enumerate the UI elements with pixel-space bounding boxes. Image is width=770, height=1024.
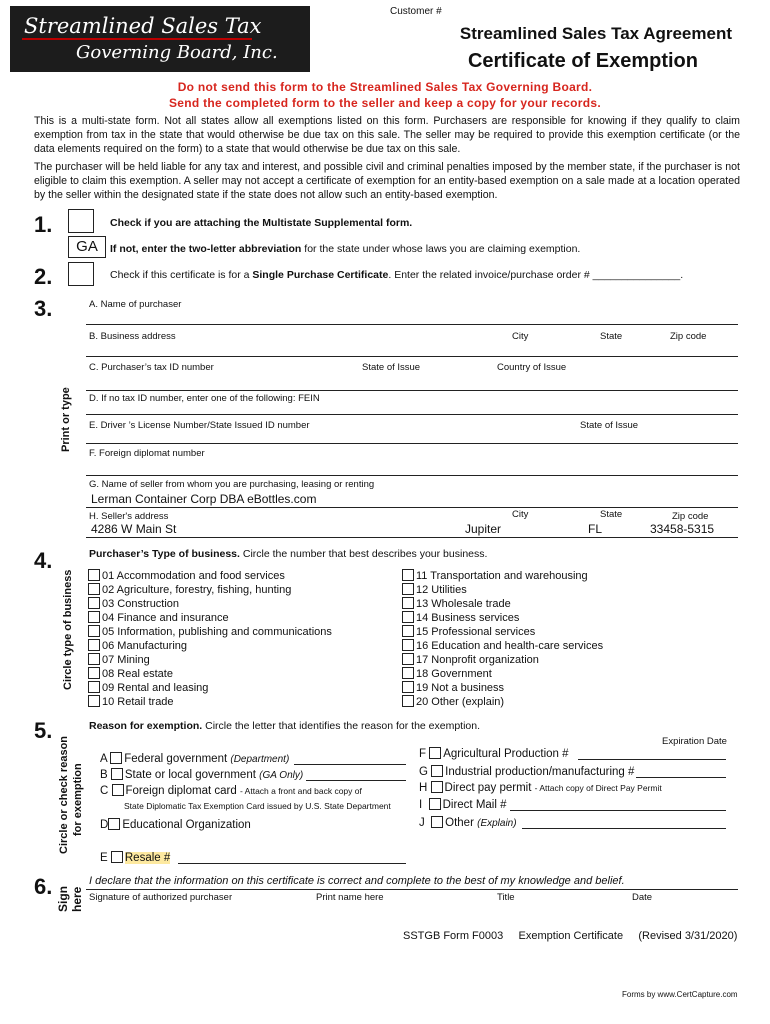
business-type-item[interactable] [402, 611, 603, 625]
warning-line-2: Send the completed form to the seller and keep a copy for your records. [168, 96, 602, 110]
business-address-line[interactable] [86, 356, 738, 357]
declaration-text: I declare that the information on this certificate is correct and complete to the best of my knowledge and belief. [89, 875, 625, 887]
business-type-list-right [402, 569, 603, 709]
section-2-number: 2. [34, 264, 53, 289]
business-type-item[interactable] [88, 625, 332, 639]
tax-id-state-label: State of Issue [362, 362, 421, 373]
business-type-checkbox[interactable] [402, 681, 414, 693]
business-type-item[interactable] [88, 681, 332, 695]
business-type-item[interactable] [402, 653, 603, 667]
multistate-supplemental-label: Check if you are attaching the Multistate Supplemental form. [110, 217, 413, 229]
circle-type-of-business-label: Circle type of business [62, 569, 74, 690]
business-type-item[interactable] [402, 681, 603, 695]
seller-city-value[interactable]: Jupiter [465, 522, 502, 536]
single-purchase-checkbox[interactable] [68, 262, 94, 286]
multistate-supplemental-checkbox[interactable] [68, 209, 94, 233]
seller-name-label: G. Name of seller from whom you are purchasing, leasing or renting [89, 479, 375, 490]
business-type-label: 08 Real estate [102, 668, 173, 680]
section-6-number: 6. [34, 874, 53, 899]
reason-a[interactable]: A Federal government (Department) [100, 753, 290, 765]
business-type-label: 14 Business services [416, 612, 520, 624]
seller-name-value[interactable]: Lerman Container Corp DBA eBottles.com [91, 492, 317, 506]
business-type-checkbox[interactable] [88, 625, 100, 637]
here-label: here [70, 886, 84, 912]
expiration-date-label: Expiration Date [662, 736, 727, 747]
resale-line[interactable] [178, 863, 406, 864]
form-title-agreement: Streamlined Sales Tax Agreement [459, 24, 732, 43]
reason-g-checkbox[interactable] [431, 765, 443, 777]
reason-c-checkbox[interactable] [112, 784, 124, 796]
forms-by-credit: Forms by www.CertCapture.com [622, 990, 738, 999]
business-type-label: 15 Professional services [416, 626, 536, 638]
business-type-item[interactable] [402, 625, 603, 639]
business-type-checkbox[interactable] [402, 667, 414, 679]
business-type-label: 10 Retail trade [102, 696, 174, 708]
seller-address-line [86, 537, 738, 538]
business-type-label: 16 Education and health-care services [416, 640, 604, 652]
business-type-label: 04 Finance and insurance [102, 612, 229, 624]
logo-line-1: Streamlined Sales Tax [24, 14, 262, 38]
business-type-checkbox[interactable] [88, 597, 100, 609]
signature-line[interactable] [86, 889, 738, 890]
state-abbreviation-field[interactable]: GA [68, 236, 106, 258]
business-type-checkbox[interactable] [88, 611, 100, 623]
reason-heading: Reason for exemption. Circle the letter that identifies the reason for the exemption. [89, 720, 481, 732]
tax-id-country-label: Country of Issue [497, 362, 567, 373]
reason-g[interactable]: G Industrial production/manufacturing # [419, 766, 635, 778]
business-city-label: City [512, 331, 529, 342]
seller-zip-value[interactable]: 33458-5315 [650, 522, 715, 536]
business-type-item[interactable] [402, 667, 603, 681]
drivers-license-line[interactable] [86, 443, 738, 444]
business-type-checkbox[interactable] [402, 695, 414, 707]
purchaser-name-line[interactable] [86, 324, 738, 325]
reason-c[interactable]: C Foreign diplomat card - Attach a front and back copy of [100, 785, 362, 797]
business-type-item[interactable] [88, 667, 332, 681]
reason-b-checkbox[interactable] [111, 768, 123, 780]
warning-line-1: Do not send this form to the Streamlined Sales Tax Governing Board. [177, 80, 593, 94]
business-type-item[interactable] [402, 569, 603, 583]
business-type-item[interactable] [88, 695, 332, 709]
form-identifier: SSTGB Form F0003 Exemption Certificate (Revised 3/31/2020) [403, 930, 738, 942]
date-label: Date [632, 892, 653, 903]
business-type-label: 11 Transportation and warehousing [416, 570, 588, 582]
business-type-checkbox[interactable] [88, 583, 100, 595]
business-type-label: 19 Not a business [416, 682, 505, 694]
business-type-checkbox[interactable] [402, 569, 414, 581]
logo-line-2: Governing Board, Inc. [76, 42, 278, 63]
business-zip-label: Zip code [670, 331, 707, 342]
business-type-label: 18 Government [416, 668, 492, 680]
foreign-diplomat-label: F. Foreign diplomat number [89, 448, 205, 459]
tax-id-label: C. Purchaser’s tax ID number [89, 362, 214, 373]
business-type-checkbox[interactable] [88, 695, 100, 707]
seller-address-label: H. Seller's address [89, 511, 169, 522]
intro-paragraph-2: The purchaser will be held liable for any tax and interest, and possible civil and criminal penalties imposed by the member state, if the purchaser is not eligible to claim this exemption. A seller may not accept a certificate of exemption for an entity-based exemption on a sale made at a location operated by the seller within the designated state if the state does not allow such an entity-based exemption. [34, 161, 740, 201]
drivers-license-label: E. Driver ’s License Number/State Issued ID number [89, 420, 310, 431]
business-type-label: 07 Mining [102, 654, 150, 666]
section-1-number: 1. [34, 212, 53, 237]
business-type-checkbox[interactable] [402, 583, 414, 595]
tax-id-line[interactable] [86, 390, 738, 391]
seller-name-line [86, 507, 738, 508]
business-type-label: 09 Rental and leasing [102, 682, 209, 694]
reason-i-checkbox[interactable] [429, 798, 441, 810]
seller-zip-label: Zip code [672, 511, 709, 522]
reason-d-checkbox[interactable] [108, 818, 120, 830]
business-type-label: 20 Other (explain) [416, 696, 505, 708]
business-type-item[interactable] [88, 653, 332, 667]
state-abbreviation-label: If not, enter the two-letter abbreviation for the state under whose laws you are claiming exemption. [110, 243, 581, 255]
business-type-label: 13 Wholesale trade [416, 598, 511, 610]
form-title-certificate: Certificate of Exemption [467, 50, 698, 72]
fein-label: D. If no tax ID number, enter one of the following: FEIN [89, 393, 320, 404]
business-type-item[interactable] [88, 583, 332, 597]
seller-address-value[interactable]: 4286 W Main St [91, 522, 177, 536]
business-type-item[interactable] [402, 597, 603, 611]
business-type-item[interactable] [88, 569, 332, 583]
reason-b[interactable]: B State or local government (GA Only) [100, 769, 304, 781]
business-state-label: State [600, 331, 623, 342]
business-type-label: 17 Nonprofit organization [416, 654, 539, 666]
section-4-number: 4. [34, 548, 53, 573]
seller-state-label: State [600, 509, 623, 520]
section-3-number: 3. [34, 296, 53, 321]
business-type-checkbox[interactable] [88, 667, 100, 679]
business-type-checkbox[interactable] [402, 639, 414, 651]
business-type-item[interactable] [402, 583, 603, 597]
customer-number-label: Customer # [390, 6, 442, 17]
business-type-item[interactable] [88, 597, 332, 611]
reason-e[interactable]: E Resale # [100, 852, 171, 864]
business-type-label: 06 Manufacturing [102, 640, 187, 652]
reason-f-checkbox[interactable] [429, 747, 441, 759]
section-5-number: 5. [34, 718, 53, 743]
foreign-diplomat-line[interactable] [86, 475, 738, 476]
business-address-label: B. Business address [89, 331, 176, 342]
intro-paragraph-1: This is a multi-state form. Not all states allow all exemptions listed on this form. Purchasers are responsible for knowing if they qualify to claim exemption from tax in the state that would otherwise be due tax on this sale. The seller may be required to provide this exemption certificate (or the data elements required on the form) to a state that would otherwise be due tax on this sale. [34, 115, 740, 155]
for-exemption-label: for exemption [72, 763, 84, 836]
purchaser-name-label: A. Name of purchaser [89, 299, 182, 310]
business-type-list-left [88, 569, 332, 709]
business-type-checkbox[interactable] [402, 653, 414, 665]
business-type-item[interactable] [88, 611, 332, 625]
reason-j-checkbox[interactable] [431, 816, 443, 828]
business-type-item[interactable] [402, 695, 603, 709]
fein-line[interactable] [86, 414, 738, 415]
business-type-checkbox[interactable] [88, 653, 100, 665]
business-type-label: 03 Construction [102, 598, 180, 610]
drivers-license-state-label: State of Issue [580, 420, 639, 431]
signature-label: Signature of authorized purchaser [89, 892, 233, 903]
reason-h[interactable]: H Direct pay permit - Attach copy of Direct Pay Permit [419, 782, 662, 794]
reason-i[interactable]: I Direct Mail # [419, 799, 507, 811]
reason-c-note: State Diplomatic Tax Exemption Card issued by U.S. State Department [124, 801, 391, 811]
business-type-checkbox[interactable] [402, 625, 414, 637]
business-type-label: 02 Agriculture, forestry, fishing, hunting [102, 584, 292, 596]
seller-city-label: City [512, 509, 529, 520]
single-purchase-label: Check if this certificate is for a Single Purchase Certificate. Enter the related invoice/purchase order # _______________. [110, 269, 684, 281]
business-type-label: 12 Utilities [416, 584, 467, 596]
business-type-checkbox[interactable] [402, 597, 414, 609]
reason-f[interactable]: F Agricultural Production # [419, 748, 569, 760]
sign-label: Sign [56, 886, 70, 912]
business-type-label: 01 Accommodation and food services [102, 570, 285, 582]
reason-h-checkbox[interactable] [431, 781, 443, 793]
logo-swoosh [22, 38, 252, 40]
title-label: Title [497, 892, 515, 903]
business-type-label: 05 Information, publishing and communications [102, 626, 332, 638]
sstgb-logo [10, 6, 310, 72]
business-type-checkbox[interactable] [88, 569, 100, 581]
business-type-item[interactable] [88, 639, 332, 653]
circle-check-reason-label: Circle or check reason [58, 735, 70, 854]
print-name-label: Print name here [316, 892, 384, 903]
reason-d[interactable]: D Educational Organization [100, 819, 251, 831]
reason-j[interactable]: J Other (Explain) [419, 817, 517, 829]
print-or-type-label: Print or type [60, 387, 72, 452]
business-type-checkbox[interactable] [88, 681, 100, 693]
reason-a-checkbox[interactable] [110, 752, 122, 764]
reason-e-checkbox[interactable] [111, 851, 123, 863]
seller-state-value[interactable]: FL [588, 522, 603, 536]
business-type-heading: Purchaser’s Type of business. Circle the number that best describes your business. [89, 548, 488, 560]
business-type-checkbox[interactable] [402, 611, 414, 623]
business-type-checkbox[interactable] [88, 639, 100, 651]
business-type-item[interactable] [402, 639, 603, 653]
